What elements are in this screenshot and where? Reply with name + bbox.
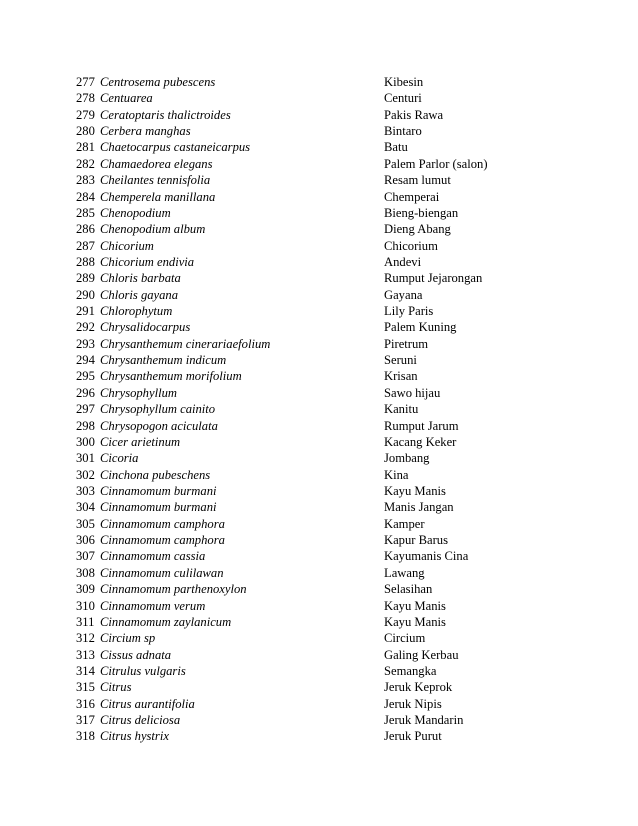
list-item: [76, 630, 596, 646]
entry-number: 304: [76, 500, 95, 515]
common-name: Kapur Barus: [384, 533, 449, 548]
common-name: Chicorium: [384, 238, 438, 253]
common-name: Krisan: [384, 369, 418, 384]
entry-number: 308: [76, 565, 95, 580]
list-item: [76, 401, 596, 417]
entry-number: 277: [76, 75, 95, 89]
entry-number: 305: [76, 516, 95, 531]
list-item: [76, 663, 596, 679]
entry-number: 280: [76, 124, 95, 139]
list-item: [76, 647, 596, 663]
common-name: Seruni: [384, 353, 417, 368]
common-name: Jeruk Keprok: [384, 680, 453, 695]
common-name: Galing Kerbau: [384, 647, 459, 662]
entry-number: 279: [76, 107, 95, 122]
scientific-name: Cissus adnata: [100, 647, 172, 662]
list-item: [76, 614, 596, 630]
plant-species-list: [76, 74, 596, 745]
scientific-name: Citrus: [100, 680, 132, 695]
scientific-name: Chrysopogon aciculata: [100, 418, 218, 433]
scientific-name: Chenopodium: [100, 205, 171, 220]
list-item: [76, 581, 596, 597]
list-item: [76, 107, 596, 123]
scientific-name: Cicer arietinum: [100, 434, 181, 449]
entry-number: 307: [76, 549, 95, 564]
common-name: Piretrum: [384, 336, 429, 351]
entry-number: 295: [76, 369, 95, 384]
scientific-name: Citrus hystrix: [100, 729, 169, 744]
entry-number: 303: [76, 483, 95, 498]
list-item: [76, 450, 596, 466]
list-item: [76, 221, 596, 237]
scientific-name: Citrus aurantifolia: [100, 696, 195, 711]
common-name: Sawo hijau: [384, 385, 441, 400]
scientific-name: Chrysanthemum indicum: [100, 353, 227, 368]
list-item: [76, 123, 596, 139]
scientific-name: Cicoria: [100, 451, 139, 466]
common-name: Kanitu: [384, 402, 419, 417]
scientific-name: Chrysanthemum morifolium: [100, 369, 242, 384]
common-name: Manis Jangan: [384, 500, 454, 515]
entry-number: 301: [76, 451, 95, 466]
list-item: [76, 287, 596, 303]
scientific-name: Cinnamomum zaylanicum: [100, 614, 232, 629]
list-item: [76, 238, 596, 254]
list-item: [76, 712, 596, 728]
entry-number: 288: [76, 254, 95, 269]
list-item: [76, 205, 596, 221]
scientific-name: Cheilantes tennisfolia: [100, 173, 211, 188]
entry-number: 310: [76, 598, 95, 613]
entry-number: 286: [76, 222, 95, 237]
common-name: Centuri: [384, 91, 422, 106]
entry-number: 285: [76, 205, 95, 220]
scientific-name: Cinnamomum parthenoxylon: [100, 582, 247, 597]
scientific-name: Cinnamomum cassia: [100, 549, 206, 564]
list-item: [76, 483, 596, 499]
common-name: Kibesin: [384, 75, 424, 89]
list-item: [76, 172, 596, 188]
common-name: Rumput Jarum: [384, 418, 459, 433]
common-name: Chemperai: [384, 189, 440, 204]
scientific-name: Chloris gayana: [100, 287, 179, 302]
entry-number: 284: [76, 189, 95, 204]
list-item: [76, 90, 596, 106]
scientific-name: Cinnamomum culilawan: [100, 565, 224, 580]
common-name: Gayana: [384, 287, 423, 302]
list-item: [76, 336, 596, 352]
common-name: Selasihan: [384, 582, 433, 597]
list-item: [76, 139, 596, 155]
scientific-name: Chaetocarpus castaneicarpus: [100, 140, 251, 155]
list-item: [76, 532, 596, 548]
entry-number: 318: [76, 729, 95, 744]
list-item: [76, 303, 596, 319]
scientific-name: Chrysanthemum cinerariaefolium: [100, 336, 271, 351]
scientific-name: Chrysalidocarpus: [100, 320, 191, 335]
scientific-name: Cinchona pubeschens: [100, 467, 211, 482]
list-item: [76, 352, 596, 368]
entry-number: 283: [76, 173, 95, 188]
entry-number: 289: [76, 271, 95, 286]
common-name: Kayu Manis: [384, 483, 446, 498]
entry-number: 291: [76, 304, 95, 319]
common-name: Circium: [384, 631, 426, 646]
scientific-name: Cinnamomum burmani: [100, 483, 217, 498]
list-item: [76, 156, 596, 172]
list-item: [76, 385, 596, 401]
common-name: Kayu Manis: [384, 598, 446, 613]
list-item: [76, 728, 596, 744]
entry-number: 314: [76, 663, 95, 678]
list-item: [76, 74, 596, 90]
scientific-name: Cerbera manghas: [100, 124, 191, 139]
scientific-name: Centrosema pubescens: [100, 75, 216, 89]
list-item: [76, 467, 596, 483]
entry-number: 292: [76, 320, 95, 335]
scientific-name: Chloris barbata: [100, 271, 181, 286]
common-name: Kina: [384, 467, 409, 482]
scientific-name: Chrysophyllum cainito: [100, 402, 216, 417]
list-item: [76, 189, 596, 205]
entry-number: 309: [76, 582, 95, 597]
scientific-name: Cinnamomum camphora: [100, 533, 225, 548]
entry-number: 300: [76, 434, 95, 449]
scientific-name: Ceratoptaris thalictroides: [100, 107, 231, 122]
common-name: Jeruk Purut: [384, 729, 442, 744]
list-item: [76, 548, 596, 564]
list-item: [76, 679, 596, 695]
entry-number: 278: [76, 91, 95, 106]
list-item: [76, 499, 596, 515]
common-name: Kayu Manis: [384, 614, 446, 629]
entry-number: 317: [76, 713, 95, 728]
entry-number: 282: [76, 156, 95, 171]
scientific-name: Citrus deliciosa: [100, 713, 181, 728]
common-name: Batu: [384, 140, 408, 155]
common-name: Andevi: [384, 254, 422, 269]
list-item: [76, 516, 596, 532]
common-name: Semangka: [384, 663, 437, 678]
scientific-name: Chicorium endivia: [100, 254, 195, 269]
entry-number: 281: [76, 140, 95, 155]
list-item: [76, 254, 596, 270]
entry-number: 312: [76, 631, 95, 646]
common-name: Dieng Abang: [384, 222, 451, 237]
list-item: [76, 696, 596, 712]
list-item: [76, 418, 596, 434]
list-item: [76, 368, 596, 384]
scientific-name: Chemperela manillana: [100, 189, 216, 204]
common-name: Palem Kuning: [384, 320, 457, 335]
entry-number: 298: [76, 418, 95, 433]
scientific-name: Chrysophyllum: [100, 385, 177, 400]
entry-number: 306: [76, 533, 95, 548]
scientific-name: Centuarea: [100, 91, 153, 106]
common-name: Palem Parlor (salon): [384, 156, 488, 171]
entry-number: 315: [76, 680, 95, 695]
common-name: Kayumanis Cina: [384, 549, 469, 564]
entry-number: 311: [76, 614, 95, 629]
common-name: Jeruk Nipis: [384, 696, 442, 711]
entry-number: 294: [76, 353, 95, 368]
scientific-name: Citrulus vulgaris: [100, 663, 186, 678]
scientific-name: Cinnamomum burmani: [100, 500, 217, 515]
list-item: [76, 434, 596, 450]
entry-number: 302: [76, 467, 95, 482]
entry-number: 297: [76, 402, 95, 417]
scientific-name: Chenopodium album: [100, 222, 206, 237]
entry-number: 316: [76, 696, 95, 711]
entry-number: 313: [76, 647, 95, 662]
entry-number: 287: [76, 238, 95, 253]
scientific-name: Chlorophytum: [100, 304, 173, 319]
list-item: [76, 565, 596, 581]
common-name: Kamper: [384, 516, 425, 531]
scientific-name: Circium sp: [100, 631, 156, 646]
common-name: Rumput Jejarongan: [384, 271, 483, 286]
common-name: Bintaro: [384, 124, 422, 139]
entry-number: 290: [76, 287, 95, 302]
common-name: Jombang: [384, 451, 430, 466]
common-name: Resam lumut: [384, 173, 451, 188]
list-item: [76, 270, 596, 286]
common-name: Kacang Keker: [384, 434, 457, 449]
common-name: Lily Paris: [384, 304, 434, 319]
scientific-name: Chicorium: [100, 238, 154, 253]
common-name: Lawang: [384, 565, 425, 580]
common-name: Pakis Rawa: [384, 107, 444, 122]
list-item: [76, 598, 596, 614]
entry-number: 296: [76, 385, 95, 400]
common-name: Jeruk Mandarin: [384, 713, 464, 728]
scientific-name: Chamaedorea elegans: [100, 156, 213, 171]
list-item: [76, 319, 596, 335]
scientific-name: Cinnamomum verum: [100, 598, 206, 613]
entry-number: 293: [76, 336, 95, 351]
scientific-name: Cinnamomum camphora: [100, 516, 225, 531]
common-name: Bieng-biengan: [384, 205, 459, 220]
